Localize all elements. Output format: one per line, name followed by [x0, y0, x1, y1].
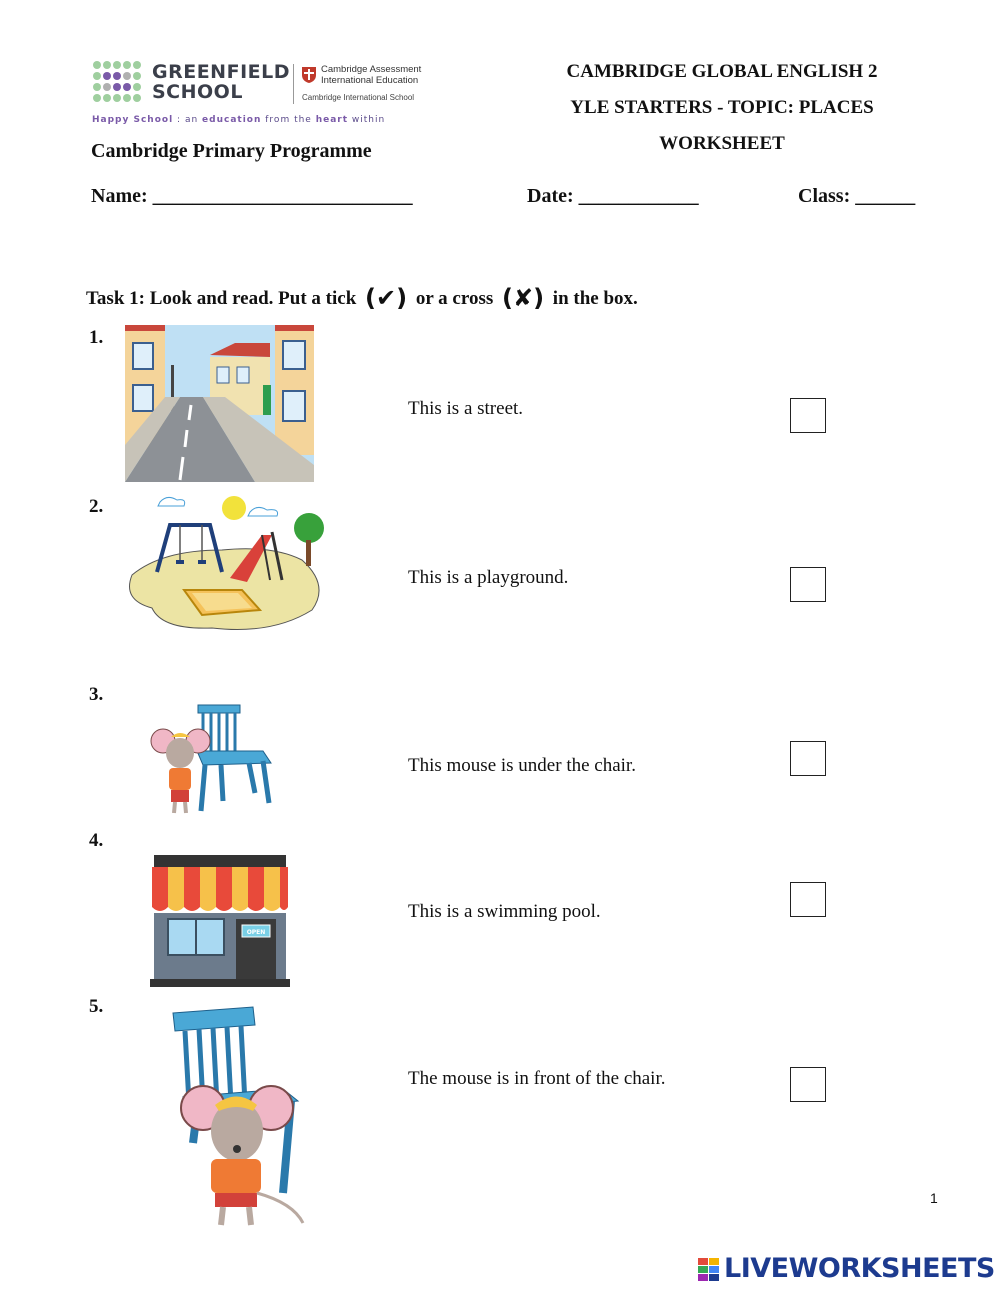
shop-open-sign: OPEN	[246, 929, 266, 936]
answer-box[interactable]	[790, 567, 826, 602]
playground-image	[122, 490, 330, 635]
school-tagline	[92, 115, 385, 125]
date-field[interactable]: Date: ____________	[527, 185, 699, 207]
item-sentence: The mouse is in front of the chair.	[408, 1068, 666, 1089]
item-sentence: This mouse is under the chair.	[408, 755, 636, 776]
class-field[interactable]: Class: ______	[798, 185, 916, 207]
item-number: 4.	[89, 830, 104, 851]
tagline-part-f: within	[351, 115, 386, 125]
school-name	[152, 62, 290, 102]
task-instruction	[86, 284, 638, 312]
worksheet-title-line2: YLE STARTERS - TOPIC: PLACES	[570, 97, 874, 118]
page-number: 1	[930, 1190, 938, 1206]
name-field[interactable]: Name: __________________________	[91, 185, 413, 207]
logo-divider	[293, 64, 294, 104]
programme-title: Cambridge Primary Programme	[91, 140, 372, 162]
task-text-part1: Task 1: Look and read. Put a tick	[86, 288, 357, 309]
school-name-line1: GREENFIELD	[152, 61, 290, 83]
answer-box[interactable]	[790, 398, 826, 433]
shop-image	[150, 855, 290, 987]
tagline-part-d: from the	[265, 115, 312, 125]
school-logo-dots	[92, 60, 144, 108]
cambridge-assessment-text	[321, 65, 421, 86]
liveworksheets-logo-icon	[698, 1258, 720, 1282]
item-number: 2.	[89, 496, 104, 517]
cambridge-shield-icon	[301, 66, 317, 84]
item-sentence: This is a swimming pool.	[408, 901, 601, 922]
item-sentence: This is a playground.	[408, 567, 569, 588]
cambridge-line1: Cambridge Assessment	[321, 64, 422, 75]
worksheet-title-line3: WORKSHEET	[659, 133, 785, 154]
item-sentence: This is a street.	[408, 398, 524, 419]
school-name-line2: SCHOOL	[152, 81, 243, 103]
tagline-part-e: heart	[315, 115, 349, 125]
task-text-part2: or a cross	[415, 288, 494, 309]
tagline-part-a: Happy School	[92, 115, 174, 125]
cross-symbol-icon: (✘)	[502, 284, 545, 312]
liveworksheets-brand: LIVEWORKSHEETS	[724, 1253, 995, 1284]
mouse-front-chair-image	[153, 993, 323, 1233]
answer-box[interactable]	[790, 741, 826, 776]
cambridge-line2: International Education	[321, 74, 419, 86]
answer-box[interactable]	[790, 1067, 826, 1102]
worksheet-title-line1: CAMBRIDGE GLOBAL ENGLISH 2	[566, 61, 878, 82]
tagline-part-b: : an	[177, 115, 199, 125]
tagline-part-c: education	[202, 115, 262, 125]
task-text-part3: in the box.	[552, 288, 638, 309]
tick-symbol-icon: (✔)	[365, 284, 408, 312]
answer-box[interactable]	[790, 882, 826, 917]
cambridge-school-subtitle: Cambridge International School	[302, 93, 415, 102]
item-number: 5.	[89, 996, 104, 1017]
street-image	[125, 325, 314, 482]
mouse-chair-image	[143, 693, 288, 828]
item-number: 3.	[89, 684, 104, 705]
item-number: 1.	[89, 327, 104, 348]
